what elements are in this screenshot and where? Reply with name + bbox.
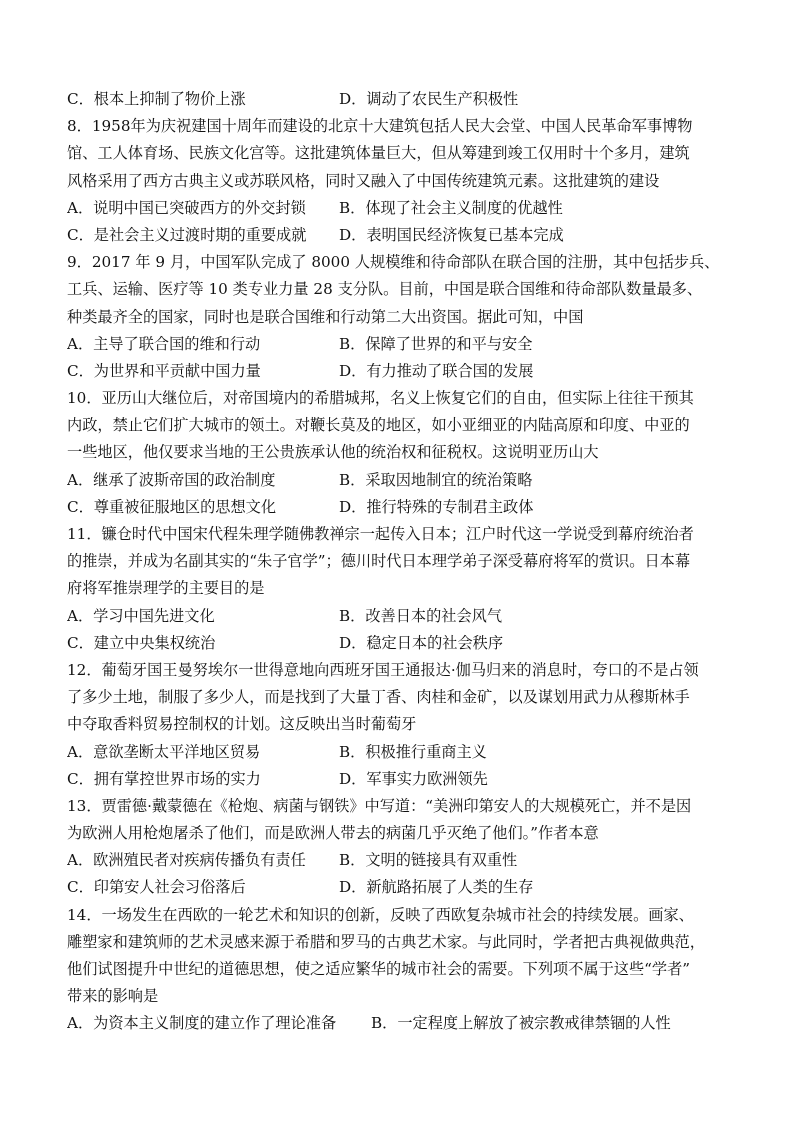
question-text-line: 10．亚历山大继位后，对帝国境内的希腊城邦，名义上恢复它们的自由，但实际上往往干预其 — [67, 389, 694, 408]
question-text-line: 种类最齐全的国家，同时也是联合国维和行动第二大出资国。据此可知，中国 — [67, 307, 584, 326]
answer-option: A．意欲垄断太平洋地区贸易 — [67, 742, 261, 761]
answer-option: D．有力推动了联合国的发展 — [339, 361, 534, 380]
question-text-line: 内政，禁止它们扩大城市的领土。对鞭长莫及的地区，如小亚细亚的内陆高原和印度、中亚的 — [67, 416, 690, 435]
answer-options-row — [67, 331, 737, 358]
question-text-line: 风格采用了西方古典主义或苏联风格，同时又融入了中国传统建筑元素。这批建筑的建设 — [67, 171, 660, 190]
answer-option: C．印第安人社会习俗落后 — [67, 878, 246, 897]
question-text-line: 9．2017 年 9 月，中国军队完成了 8000 人规模维和待命部队在联合国的注册，其中包括步兵、 — [67, 253, 720, 272]
answer-option: B．采取因地制宜的统治策略 — [339, 470, 533, 489]
answer-option: B．积极推行重商主义 — [339, 742, 487, 761]
answer-option: C．拥有掌控世界市场的实力 — [67, 769, 261, 788]
question-text-line: 的推崇，并成为名副其实的“朱子官学”；德川时代日本理学弟子深受幕府将军的赏识。日本幕 — [67, 552, 691, 571]
answer-options-row — [67, 195, 737, 222]
answer-options-row — [67, 874, 737, 901]
answer-options-row — [67, 630, 737, 657]
question-text-line: 雕塑家和建筑师的艺术灵感来源于希腊和罗马的古典艺术家。与此同时，学者把古典视做典范， — [67, 932, 705, 951]
answer-option: D．表明国民经济恢复已基本完成 — [339, 225, 564, 244]
question-text-line: 13．贾雷德·戴蒙德在《枪炮、病菌与钢铁》中写道：“美洲印第安人的大规模死亡，并不是因 — [67, 796, 692, 815]
answer-option: B．改善日本的社会风气 — [339, 606, 503, 625]
answer-option: C．为世界和平贡献中国力量 — [67, 361, 261, 380]
answer-options-row — [67, 847, 737, 874]
answer-option: B．体现了社会主义制度的优越性 — [339, 198, 563, 217]
answer-options-row — [67, 766, 737, 793]
answer-options-row — [67, 603, 737, 630]
answer-option: C．是社会主义过渡时期的重要成就 — [67, 225, 307, 244]
question-text-line: 8．1958年为庆祝建国十周年而建设的北京十大建筑包括人民大会堂、中国人民革命军事博物 — [67, 117, 693, 136]
answer-option: D．推行特殊的专制君主政体 — [339, 497, 534, 516]
answer-option: B．保障了世界的和平与安全 — [339, 334, 533, 353]
answer-option: B．文明的链接具有双重性 — [339, 851, 518, 870]
answer-option: A．主导了联合国的维和行动 — [67, 334, 261, 353]
question-text-line: 工兵、运输、医疗等 10 类专业力量 28 支分队。目前，中国是联合国维和待命部队数量最多、 — [67, 280, 703, 299]
question-text-line: 馆、工人体育场、民族文化宫等。这批建筑体量巨大，但从筹建到竣工仅用时十个多月，建筑 — [67, 144, 690, 163]
answer-option: C．建立中央集权统治 — [67, 633, 216, 652]
question-text-line: 12．葡萄牙国王曼努埃尔一世得意地向西班牙国王通报达·伽马归来的消息时，夸口的不是占领 — [67, 660, 699, 679]
question-text-line: 14．一场发生在西欧的一轮艺术和知识的创新，反映了西欧复杂城市社会的持续发展。画家、 — [67, 905, 694, 924]
answer-option: B．一定程度上解放了被宗教戒律禁锢的人性 — [371, 1014, 671, 1033]
answer-option: A．学习中国先进文化 — [67, 606, 215, 625]
answer-options-row — [67, 467, 737, 494]
question-text-line: 府将军推崇理学的主要目的是 — [67, 579, 265, 598]
answer-option: A．继承了波斯帝国的政治制度 — [67, 470, 276, 489]
answer-option: A．欧洲殖民者对疾病传播负有责任 — [67, 851, 306, 870]
answer-option: D．调动了农民生产积极性 — [339, 90, 519, 108]
answer-option: D．军事实力欧洲领先 — [339, 769, 488, 788]
question-text-line: 带来的影响是 — [67, 987, 159, 1006]
question-text-line: 为欧洲人用枪炮屠杀了他们，而是欧洲人带去的病菌几乎灭绝了他们。”作者本意 — [67, 824, 599, 843]
answer-option: C．根本上抑制了物价上涨 — [67, 90, 246, 108]
answer-options-row — [67, 358, 737, 385]
question-text-line: 11．镰仓时代中国宋代程朱理学随佛教禅宗一起传入日本；江户时代这一学说受到幕府统治者 — [67, 525, 694, 543]
answer-options-row — [67, 494, 737, 521]
exam-page — [67, 86, 737, 1038]
answer-option: A．为资本主义制度的建立作了理论准备 — [67, 1014, 337, 1033]
answer-options-row — [67, 739, 737, 766]
answer-option: C．尊重被征服地区的思想文化 — [67, 497, 277, 516]
question-text-line: 一些地区，他仅要求当地的王公贵族承认他的统治权和征税权。这说明亚历山大 — [67, 443, 599, 462]
answer-option: D．稳定日本的社会秩序 — [339, 633, 504, 652]
answer-options-row — [67, 222, 737, 249]
answer-option: A．说明中国已突破西方的外交封锁 — [67, 198, 306, 217]
question-text-line: 中夺取香料贸易控制权的计划。这反映出当时葡萄牙 — [67, 715, 417, 734]
answer-option: D．新航路拓展了人类的生存 — [339, 878, 534, 897]
question-text-line: 他们试图提升中世纪的道德思想，使之适应繁华的城市社会的需要。下列项不属于这些“学者” — [67, 960, 691, 978]
answer-options-row — [67, 86, 737, 113]
answer-options-row — [67, 1010, 737, 1037]
question-text-line: 了多少土地，制服了多少人，而是找到了大量丁香、肉桂和金矿，以及谋划用武力从穆斯林手 — [67, 688, 690, 707]
